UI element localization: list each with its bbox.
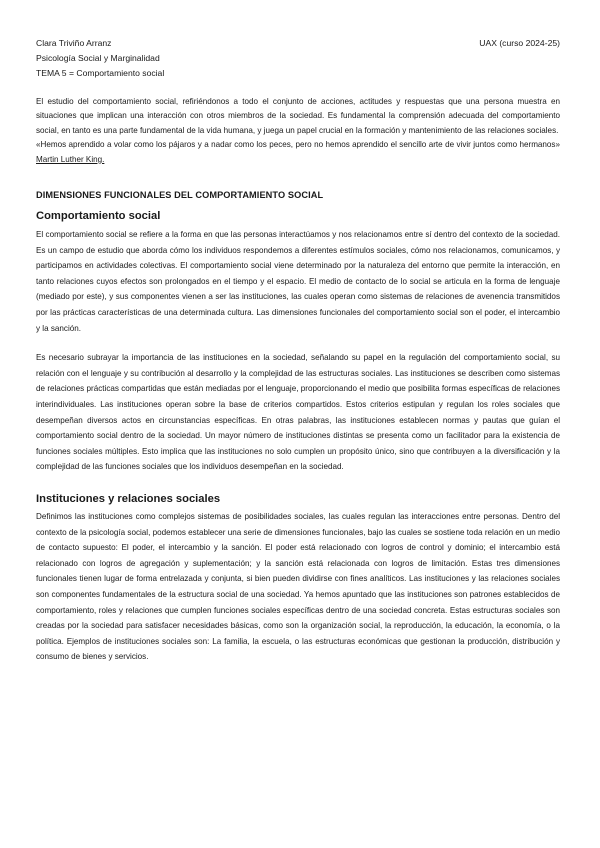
comportamiento-paragraph-2: Es necesario subrayar la importancia de las instituciones en la sociedad, señalando su papel en la regulación del comportamiento social, su relación con el lenguaje y su contribución al desarrollo y la complejidad de las estructuras sociales. Las instituciones se describen como sistemas de relaciones prácticas compartidas que están mediadas por el lenguaje, proporcionando el medio que posibilita formas específicas de relaciones interindividuales. Las instituciones operan sobre la base de criterios compartidos. Estos criterios estipulan y regulan los roles sociales que desempeñan diversos actos en circunstancias específicas. En otras palabras, las instituciones establecen normas y pautas que guían el comportamiento social dentro de la sociedad. Un mayor número de instituciones distintas se presenta como un facilitador para la existencia de funciones sociales múltiples. Esto implica que las instituciones no solo cumplen un propósito único, sino que contribuyen a la diversificación y la complejidad de las funciones sociales que los individuos desempeñan en la sociedad. <box>36 353 560 472</box>
institution-label: UAX (curso 2024-25) <box>479 38 560 48</box>
quote-text: «Hemos aprendido a volar como los pájaros y a nadar como los peces, pero no hemos aprendido el sencillo arte de vivir juntos como hermanos» <box>36 140 560 150</box>
subsection-heading-instituciones: Instituciones y relaciones sociales <box>36 492 221 505</box>
quote-author: Martin Luther King. <box>36 154 105 164</box>
author-name: Clara Triviño Arranz <box>36 38 112 48</box>
section-title: DIMENSIONES FUNCIONALES DEL COMPORTAMIENTO SOCIAL <box>36 190 324 201</box>
header-left <box>36 36 164 81</box>
intro-quote <box>36 138 560 167</box>
subject-name: Psicología Social y Marginalidad <box>36 53 160 63</box>
comportamiento-paragraph-1: El comportamiento social se refiere a la forma en que las personas interactúamos y nos relacionamos entre sí dentro del contexto de la sociedad. Es un campo de estudio que aborda cómo los individuos respondemos a diferentes estímulos sociales, cómo nos relacionamos, comunicamos, y participamos en actividades colectivas. El comportamiento social viene determinado por la naturaleza del entorno que permite la interacción, en tanto relaciones cuyos efectos son prolongados en el tiempo y el espacio. El medio de contacto de lo social se articula en la forma de lenguaje (mediado por este), y sus componentes vienen a ser las instituciones, las cuales operan como sistemas de relaciones de avenencia transmitidos por las prácticas características de una determinada cultura. Las dimensiones funcionales del comportamiento social son el poder, el intercambio y la sanción. <box>36 230 560 333</box>
topic-title: TEMA 5 = Comportamiento social <box>36 68 165 78</box>
intro-block <box>36 95 560 167</box>
document-header <box>36 36 560 81</box>
subsection-heading-comportamiento: Comportamiento social <box>36 210 161 223</box>
instituciones-paragraph: Definimos las instituciones como complejos sistemas de posibilidades sociales, las cuales regulan las interacciones entre personas. Dentro del contexto de la psicología social, podemos establecer una serie de dimensiones funcionales, bajo las cuales se sostiene toda relación en un medio de contacto supuesto: El poder, el intercambio y la sanción. El poder está relacionado con logros de control y dominio; el intercambio está relacionado con logros de agregación y suplementación; y la sanción está relacionada con logros de limitación. Estas tres dimensiones funcionales tienen lugar de forma entrelazada y conjunta, si bien pueden dividirse con fines analíticos. Las instituciones y las relaciones sociales son componentes fundamentales de la estructura social de una sociedad. Ya hemos apuntado que las instituciones son patrones establecidos de comportamiento, roles y relaciones que cumplen funciones sociales específicas dentro de una sociedad concreta. Estas estructuras sociales son creadas por la sociedad para satisfacer necesidades básicas, como son la organización social, la reproducción, la educación, la economía, o la política. Ejemplos de instituciones sociales son: La familia, la escuela, o las estructuras económicas que gestionan la producción, distribución y consumo de bienes y servicios. <box>36 511 560 662</box>
intro-paragraph: El estudio del comportamiento social, refiriéndonos a todo el conjunto de acciones, actitudes y respuestas que una persona muestra en situaciones que implican una interacción con otros miembros de la sociedad. Es fundamental la comprensión adecuada del comportamiento social, en tanto es una parte fundamental de la vida humana, y juega un papel crucial en la formación y mantenimiento de las relaciones sociales. <box>36 97 560 135</box>
document-page <box>36 36 560 665</box>
